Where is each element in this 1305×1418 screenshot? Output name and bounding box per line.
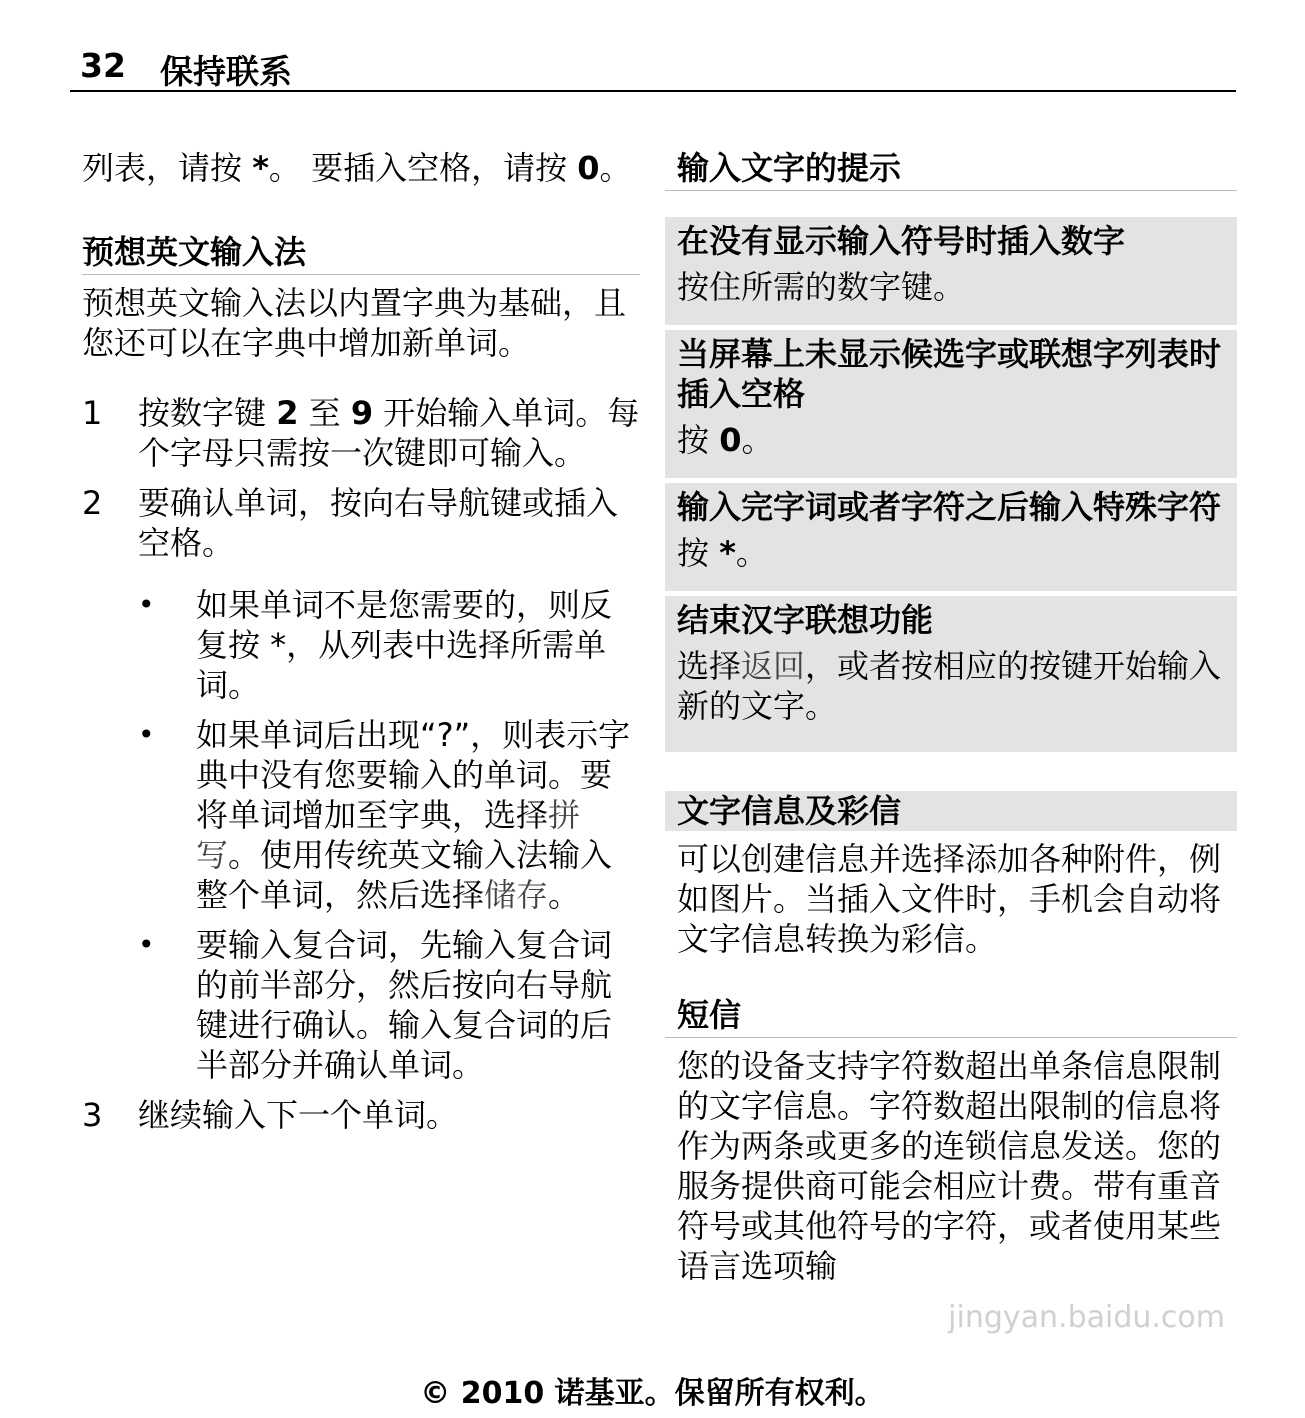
right-column xyxy=(665,148,1237,1286)
left-column xyxy=(82,148,640,1145)
ui-term-spell: 拼写 xyxy=(196,796,581,874)
tip-box-insert-number: 在没有显示输入符号时插入数字 按住所需的数字键。 xyxy=(665,217,1237,325)
step-3: 3 继续输入下一个单词。 xyxy=(82,1096,459,1134)
mms-paragraph: 可以创建信息并选择添加各种附件，例如图片。当插入文件时，手机会自动将文字信息转换为彩信。 xyxy=(677,840,1222,958)
watermark: jingyan.baidu.com xyxy=(948,1300,1225,1335)
copyright-footer: © 2010 诺基亚。保留所有权利。 xyxy=(420,1376,885,1411)
page-header xyxy=(70,46,1236,92)
tip-box-special-char: 输入完字词或者字符之后输入特殊字符 按 *。 xyxy=(665,483,1237,591)
tip-box-end-prediction: 结束汉字联想功能 选择返回，或者按相应的按键开始输入新的文字。 xyxy=(665,596,1237,752)
predictive-paragraph: 预想英文输入法以内置字典为基础，且您还可以在字典中增加新单词。 xyxy=(82,284,627,362)
steps-list xyxy=(82,393,640,1135)
sms-paragraph: 您的设备支持字符数超出单条信息限制的文字信息。字符数超出限制的信息将作为两条或更多的连锁信息发送。您的服务提供商可能会相应计费。带有重音符号或其他符号的字符，或者使用某些语言选项输 xyxy=(677,1047,1222,1285)
intro-paragraph: 列表，请按 *。 要插入空格，请按 0。 xyxy=(82,149,632,187)
sms-heading: 短信 xyxy=(665,995,1237,1038)
bullet-list xyxy=(138,585,640,1085)
step-1: 1 按数字键 2 至 9 开始输入单词。每个字母只需按一次键即可输入。 xyxy=(82,394,640,472)
mms-heading: 文字信息及彩信 xyxy=(665,791,1237,831)
step-2: 2 要确认单词，按向右导航键或插入空格。 • 如果单词不是您需要的，则反复按 *，从列表中选择所需单词。 • 如果单词后出现“?”，则表示字典中没有您要输入的单词。要将单词增加至字典，选择拼写。使用传统英文输入法输入整个单词，然后选择储存。 • 要输入复合词，先输入复合词的前半部分，然后按向右导航键进行确认。输入复合词的后半部分并确认单词。 xyxy=(82,483,640,1085)
tips-heading: 输入文字的提示 xyxy=(665,148,1237,191)
bullet-item: • 如果单词后出现“?”，则表示字典中没有您要输入的单词。要将单词增加至字典，选择拼写。使用传统英文输入法输入整个单词，然后选择储存。 xyxy=(138,716,631,914)
bullet-item: • 要输入复合词，先输入复合词的前半部分，然后按向右导航键进行确认。输入复合词的后半部分并确认单词。 xyxy=(138,926,613,1084)
predictive-heading: 预想英文输入法 xyxy=(82,232,640,275)
chapter-title: 保持联系 xyxy=(160,52,292,91)
ui-term-save: 储存 xyxy=(484,876,549,914)
ui-term-back: 返回 xyxy=(741,647,806,685)
bullet-item: • 如果单词不是您需要的，则反复按 *，从列表中选择所需单词。 xyxy=(138,586,613,704)
page-number: 32 xyxy=(80,46,126,85)
tip-box-insert-space: 当屏幕上未显示候选字或联想字列表时插入空格 按 0。 xyxy=(665,330,1237,478)
